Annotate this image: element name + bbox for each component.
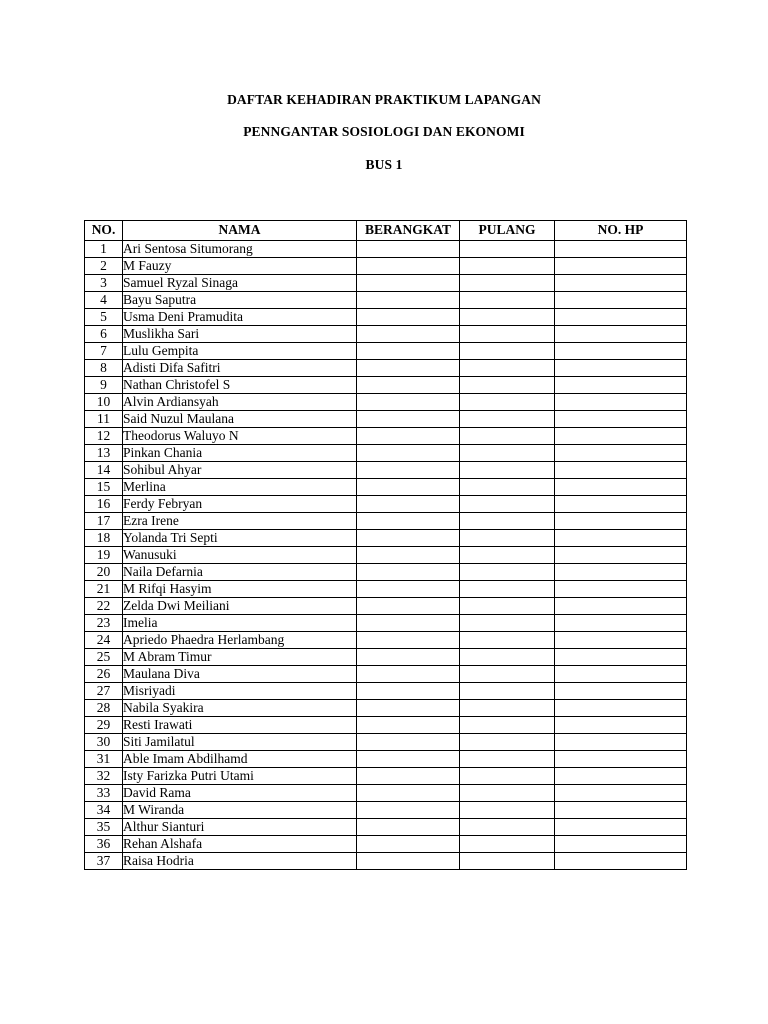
pulang-cell bbox=[460, 734, 555, 751]
pulang-cell bbox=[460, 513, 555, 530]
berangkat-cell bbox=[357, 734, 460, 751]
berangkat-cell bbox=[357, 632, 460, 649]
berangkat-cell bbox=[357, 615, 460, 632]
row-number: 14 bbox=[85, 462, 123, 479]
table-row bbox=[85, 428, 687, 445]
phone-cell bbox=[555, 768, 687, 785]
table-row bbox=[85, 581, 687, 598]
student-name: M Rifqi Hasyim bbox=[123, 581, 357, 598]
student-name: Samuel Ryzal Sinaga bbox=[123, 275, 357, 292]
berangkat-cell bbox=[357, 496, 460, 513]
table-row bbox=[85, 479, 687, 496]
phone-cell bbox=[555, 836, 687, 853]
table-row bbox=[85, 717, 687, 734]
phone-cell bbox=[555, 343, 687, 360]
berangkat-cell bbox=[357, 394, 460, 411]
row-number: 36 bbox=[85, 836, 123, 853]
student-name: Lulu Gempita bbox=[123, 343, 357, 360]
row-number: 35 bbox=[85, 819, 123, 836]
row-number: 18 bbox=[85, 530, 123, 547]
pulang-cell bbox=[460, 802, 555, 819]
pulang-cell bbox=[460, 785, 555, 802]
row-number: 11 bbox=[85, 411, 123, 428]
pulang-cell bbox=[460, 598, 555, 615]
student-name: Yolanda Tri Septi bbox=[123, 530, 357, 547]
phone-cell bbox=[555, 292, 687, 309]
row-number: 23 bbox=[85, 615, 123, 632]
berangkat-cell bbox=[357, 683, 460, 700]
student-name: M Fauzy bbox=[123, 258, 357, 275]
student-name: Said Nuzul Maulana bbox=[123, 411, 357, 428]
phone-cell bbox=[555, 751, 687, 768]
table-row bbox=[85, 462, 687, 479]
row-number: 10 bbox=[85, 394, 123, 411]
table-row bbox=[85, 496, 687, 513]
table-row bbox=[85, 547, 687, 564]
pulang-cell bbox=[460, 853, 555, 870]
pulang-cell bbox=[460, 700, 555, 717]
student-name: Maulana Diva bbox=[123, 666, 357, 683]
berangkat-cell bbox=[357, 343, 460, 360]
row-number: 3 bbox=[85, 275, 123, 292]
course-title: PENNGANTAR SOSIOLOGI DAN EKONOMI bbox=[243, 124, 525, 139]
phone-cell bbox=[555, 598, 687, 615]
student-name: Imelia bbox=[123, 615, 357, 632]
berangkat-cell bbox=[357, 326, 460, 343]
phone-cell bbox=[555, 632, 687, 649]
student-name: Apriedo Phaedra Herlambang bbox=[123, 632, 357, 649]
phone-cell bbox=[555, 785, 687, 802]
row-number: 24 bbox=[85, 632, 123, 649]
student-name: Sohibul Ahyar bbox=[123, 462, 357, 479]
phone-cell bbox=[555, 479, 687, 496]
berangkat-cell bbox=[357, 275, 460, 292]
table-row bbox=[85, 309, 687, 326]
berangkat-cell bbox=[357, 819, 460, 836]
pulang-cell bbox=[460, 530, 555, 547]
berangkat-cell bbox=[357, 751, 460, 768]
row-number: 8 bbox=[85, 360, 123, 377]
pulang-cell bbox=[460, 241, 555, 258]
berangkat-cell bbox=[357, 768, 460, 785]
berangkat-cell bbox=[357, 581, 460, 598]
student-name: M Wiranda bbox=[123, 802, 357, 819]
student-name: Resti Irawati bbox=[123, 717, 357, 734]
student-name: Pinkan Chania bbox=[123, 445, 357, 462]
student-name: Usma Deni Pramudita bbox=[123, 309, 357, 326]
phone-cell bbox=[555, 496, 687, 513]
column-header-no-hp: NO. HP bbox=[555, 221, 687, 241]
table-row bbox=[85, 377, 687, 394]
phone-cell bbox=[555, 615, 687, 632]
row-number: 33 bbox=[85, 785, 123, 802]
berangkat-cell bbox=[357, 717, 460, 734]
phone-cell bbox=[555, 666, 687, 683]
pulang-cell bbox=[460, 479, 555, 496]
row-number: 32 bbox=[85, 768, 123, 785]
column-header-nama: NAMA bbox=[123, 221, 357, 241]
student-name: Isty Farizka Putri Utami bbox=[123, 768, 357, 785]
berangkat-cell bbox=[357, 785, 460, 802]
pulang-cell bbox=[460, 581, 555, 598]
pulang-cell bbox=[460, 649, 555, 666]
row-number: 20 bbox=[85, 564, 123, 581]
phone-cell bbox=[555, 581, 687, 598]
pulang-cell bbox=[460, 258, 555, 275]
berangkat-cell bbox=[357, 445, 460, 462]
berangkat-cell bbox=[357, 258, 460, 275]
table-row bbox=[85, 819, 687, 836]
row-number: 21 bbox=[85, 581, 123, 598]
student-name: Rehan Alshafa bbox=[123, 836, 357, 853]
student-name: Ari Sentosa Situmorang bbox=[123, 241, 357, 258]
pulang-cell bbox=[460, 428, 555, 445]
table-row bbox=[85, 411, 687, 428]
student-name: Muslikha Sari bbox=[123, 326, 357, 343]
berangkat-cell bbox=[357, 530, 460, 547]
row-number: 9 bbox=[85, 377, 123, 394]
table-row bbox=[85, 700, 687, 717]
berangkat-cell bbox=[357, 853, 460, 870]
pulang-cell bbox=[460, 547, 555, 564]
table-row bbox=[85, 734, 687, 751]
berangkat-cell bbox=[357, 309, 460, 326]
row-number: 26 bbox=[85, 666, 123, 683]
berangkat-cell bbox=[357, 292, 460, 309]
table-row bbox=[85, 683, 687, 700]
table-header-row bbox=[85, 221, 687, 241]
student-name: Siti Jamilatul bbox=[123, 734, 357, 751]
pulang-cell bbox=[460, 343, 555, 360]
student-name: Wanusuki bbox=[123, 547, 357, 564]
table-row bbox=[85, 513, 687, 530]
phone-cell bbox=[555, 326, 687, 343]
row-number: 16 bbox=[85, 496, 123, 513]
pulang-cell bbox=[460, 411, 555, 428]
berangkat-cell bbox=[357, 241, 460, 258]
pulang-cell bbox=[460, 275, 555, 292]
phone-cell bbox=[555, 547, 687, 564]
row-number: 12 bbox=[85, 428, 123, 445]
student-name: Naila Defarnia bbox=[123, 564, 357, 581]
pulang-cell bbox=[460, 717, 555, 734]
table-row bbox=[85, 326, 687, 343]
phone-cell bbox=[555, 530, 687, 547]
berangkat-cell bbox=[357, 547, 460, 564]
phone-cell bbox=[555, 564, 687, 581]
phone-cell bbox=[555, 445, 687, 462]
row-number: 29 bbox=[85, 717, 123, 734]
column-header-berangkat: BERANGKAT bbox=[357, 221, 460, 241]
row-number: 19 bbox=[85, 547, 123, 564]
pulang-cell bbox=[460, 496, 555, 513]
table-row bbox=[85, 751, 687, 768]
student-name: Misriyadi bbox=[123, 683, 357, 700]
phone-cell bbox=[555, 649, 687, 666]
student-name: Merlina bbox=[123, 479, 357, 496]
row-number: 28 bbox=[85, 700, 123, 717]
pulang-cell bbox=[460, 309, 555, 326]
pulang-cell bbox=[460, 326, 555, 343]
student-name: M Abram Timur bbox=[123, 649, 357, 666]
student-name: Nabila Syakira bbox=[123, 700, 357, 717]
berangkat-cell bbox=[357, 377, 460, 394]
row-number: 30 bbox=[85, 734, 123, 751]
table-row bbox=[85, 564, 687, 581]
berangkat-cell bbox=[357, 666, 460, 683]
berangkat-cell bbox=[357, 836, 460, 853]
table-row bbox=[85, 258, 687, 275]
table-row bbox=[85, 632, 687, 649]
table-row bbox=[85, 445, 687, 462]
column-header-no: NO. bbox=[85, 221, 123, 241]
phone-cell bbox=[555, 428, 687, 445]
row-number: 34 bbox=[85, 802, 123, 819]
phone-cell bbox=[555, 513, 687, 530]
table-row bbox=[85, 292, 687, 309]
pulang-cell bbox=[460, 819, 555, 836]
phone-cell bbox=[555, 275, 687, 292]
phone-cell bbox=[555, 853, 687, 870]
pulang-cell bbox=[460, 394, 555, 411]
table-row bbox=[85, 768, 687, 785]
phone-cell bbox=[555, 734, 687, 751]
row-number: 27 bbox=[85, 683, 123, 700]
phone-cell bbox=[555, 462, 687, 479]
phone-cell bbox=[555, 683, 687, 700]
student-name: Alvin Ardiansyah bbox=[123, 394, 357, 411]
berangkat-cell bbox=[357, 564, 460, 581]
berangkat-cell bbox=[357, 598, 460, 615]
pulang-cell bbox=[460, 666, 555, 683]
phone-cell bbox=[555, 411, 687, 428]
row-number: 37 bbox=[85, 853, 123, 870]
row-number: 4 bbox=[85, 292, 123, 309]
pulang-cell bbox=[460, 377, 555, 394]
pulang-cell bbox=[460, 751, 555, 768]
row-number: 22 bbox=[85, 598, 123, 615]
student-name: Ezra Irene bbox=[123, 513, 357, 530]
student-name: Althur Sianturi bbox=[123, 819, 357, 836]
table-row bbox=[85, 785, 687, 802]
attendance-table bbox=[84, 220, 687, 870]
phone-cell bbox=[555, 394, 687, 411]
row-number: 13 bbox=[85, 445, 123, 462]
pulang-cell bbox=[460, 360, 555, 377]
pulang-cell bbox=[460, 292, 555, 309]
row-number: 1 bbox=[85, 241, 123, 258]
table-row bbox=[85, 666, 687, 683]
pulang-cell bbox=[460, 564, 555, 581]
table-row bbox=[85, 360, 687, 377]
row-number: 31 bbox=[85, 751, 123, 768]
berangkat-cell bbox=[357, 802, 460, 819]
pulang-cell bbox=[460, 836, 555, 853]
berangkat-cell bbox=[357, 649, 460, 666]
table-row bbox=[85, 649, 687, 666]
phone-cell bbox=[555, 700, 687, 717]
phone-cell bbox=[555, 309, 687, 326]
pulang-cell bbox=[460, 683, 555, 700]
table-row bbox=[85, 241, 687, 258]
phone-cell bbox=[555, 241, 687, 258]
phone-cell bbox=[555, 258, 687, 275]
pulang-cell bbox=[460, 768, 555, 785]
student-name: Nathan Christofel S bbox=[123, 377, 357, 394]
row-number: 6 bbox=[85, 326, 123, 343]
row-number: 5 bbox=[85, 309, 123, 326]
document-title: DAFTAR KEHADIRAN PRAKTIKUM LAPANGAN bbox=[227, 92, 541, 107]
row-number: 15 bbox=[85, 479, 123, 496]
pulang-cell bbox=[460, 445, 555, 462]
row-number: 7 bbox=[85, 343, 123, 360]
student-name: David Rama bbox=[123, 785, 357, 802]
student-name: Able Imam Abdilhamd bbox=[123, 751, 357, 768]
berangkat-cell bbox=[357, 700, 460, 717]
phone-cell bbox=[555, 377, 687, 394]
phone-cell bbox=[555, 717, 687, 734]
row-number: 2 bbox=[85, 258, 123, 275]
attendance-rows bbox=[85, 241, 687, 870]
table-row bbox=[85, 836, 687, 853]
table-row bbox=[85, 275, 687, 292]
pulang-cell bbox=[460, 632, 555, 649]
phone-cell bbox=[555, 819, 687, 836]
student-name: Adisti Difa Safitri bbox=[123, 360, 357, 377]
table-row bbox=[85, 598, 687, 615]
table-row bbox=[85, 530, 687, 547]
row-number: 17 bbox=[85, 513, 123, 530]
berangkat-cell bbox=[357, 513, 460, 530]
table-row bbox=[85, 394, 687, 411]
phone-cell bbox=[555, 360, 687, 377]
pulang-cell bbox=[460, 462, 555, 479]
student-name: Zelda Dwi Meiliani bbox=[123, 598, 357, 615]
student-name: Ferdy Febryan bbox=[123, 496, 357, 513]
student-name: Theodorus Waluyo N bbox=[123, 428, 357, 445]
table-row bbox=[85, 615, 687, 632]
berangkat-cell bbox=[357, 428, 460, 445]
student-name: Bayu Saputra bbox=[123, 292, 357, 309]
row-number: 25 bbox=[85, 649, 123, 666]
phone-cell bbox=[555, 802, 687, 819]
table-row bbox=[85, 343, 687, 360]
table-row bbox=[85, 802, 687, 819]
berangkat-cell bbox=[357, 462, 460, 479]
student-name: Raisa Hodria bbox=[123, 853, 357, 870]
berangkat-cell bbox=[357, 411, 460, 428]
table-row bbox=[85, 853, 687, 870]
pulang-cell bbox=[460, 615, 555, 632]
berangkat-cell bbox=[357, 479, 460, 496]
berangkat-cell bbox=[357, 360, 460, 377]
column-header-pulang: PULANG bbox=[460, 221, 555, 241]
bus-label: BUS 1 bbox=[365, 157, 403, 172]
